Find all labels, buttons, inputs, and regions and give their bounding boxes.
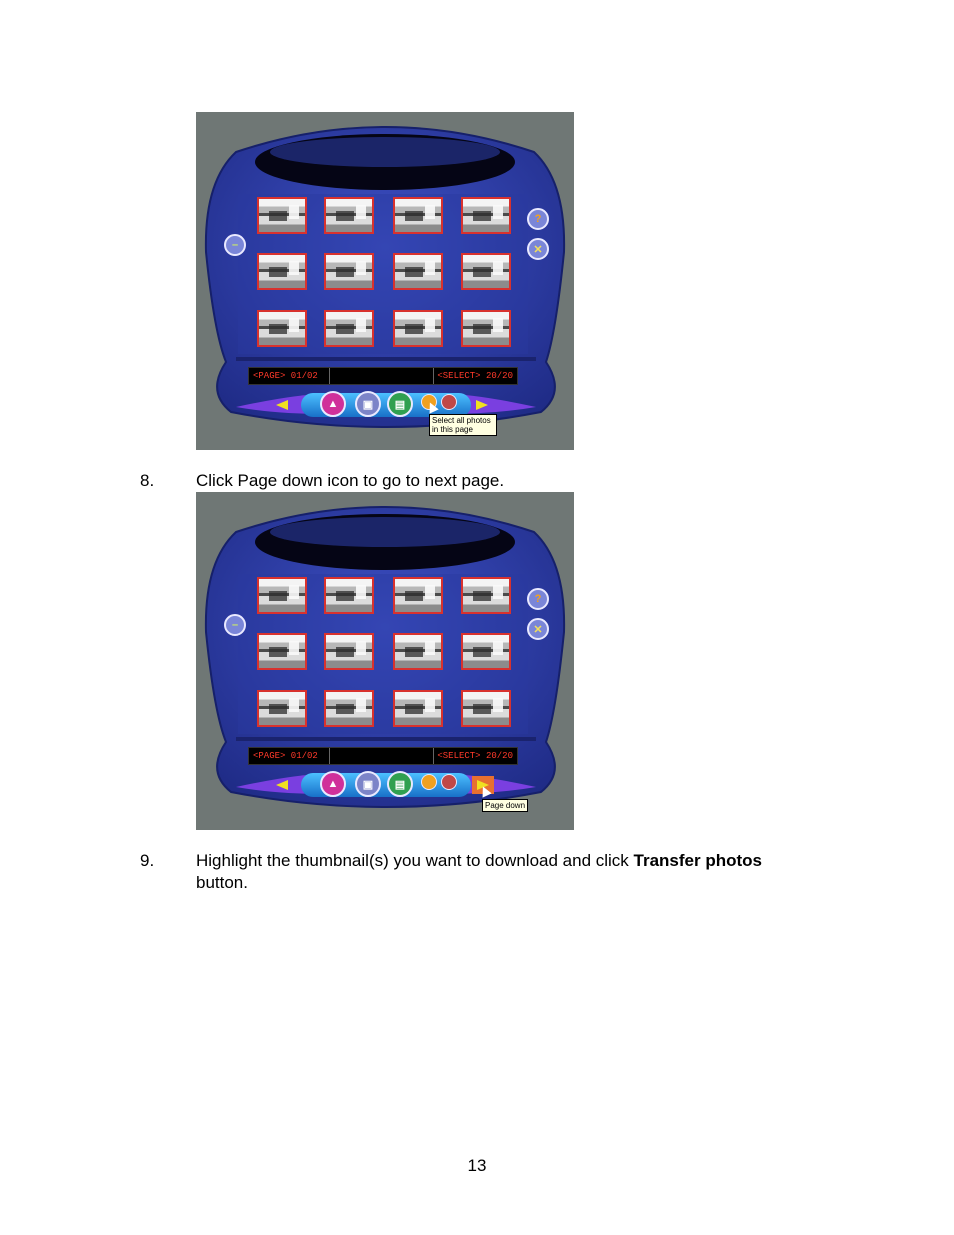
page-up-icon[interactable] bbox=[276, 780, 288, 790]
status-bar bbox=[248, 747, 518, 765]
step-9 bbox=[0, 850, 954, 894]
screenshot-select-all bbox=[196, 112, 574, 450]
thumbnail[interactable] bbox=[461, 197, 511, 234]
step-8 bbox=[0, 470, 954, 492]
thumbnail[interactable] bbox=[461, 253, 511, 290]
app-body bbox=[196, 492, 574, 830]
thumbnail[interactable] bbox=[393, 197, 443, 234]
step-number: 8. bbox=[140, 471, 155, 490]
select-all-icon[interactable] bbox=[421, 774, 437, 790]
page-indicator: <PAGE> 01/02 bbox=[253, 751, 318, 761]
transfer-icon[interactable]: ▣ bbox=[355, 391, 381, 417]
thumbnail[interactable] bbox=[461, 577, 511, 614]
thumbnail[interactable] bbox=[257, 253, 307, 290]
status-bar bbox=[248, 367, 518, 385]
transfer-icon[interactable]: ▣ bbox=[355, 771, 381, 797]
thumbnail[interactable] bbox=[461, 633, 511, 670]
help-icon[interactable]: ? bbox=[527, 588, 549, 610]
thumbnail[interactable] bbox=[393, 253, 443, 290]
page-indicator: <PAGE> 01/02 bbox=[253, 371, 318, 381]
close-icon[interactable]: ✕ bbox=[527, 618, 549, 640]
thumbnail[interactable] bbox=[257, 197, 307, 234]
thumbnail[interactable] bbox=[324, 253, 374, 290]
step-number: 9. bbox=[140, 851, 155, 870]
thumbnail[interactable] bbox=[257, 633, 307, 670]
step-text: Highlight the thumbnail(s) you want to download and click Transfer photos button. bbox=[196, 851, 762, 892]
tooltip: Select all photos in this page bbox=[429, 414, 497, 436]
close-icon[interactable]: ✕ bbox=[527, 238, 549, 260]
minimize-icon[interactable]: – bbox=[224, 234, 246, 256]
select-indicator: <SELECT> 20/20 bbox=[437, 751, 513, 761]
thumbnail[interactable] bbox=[324, 310, 374, 347]
tooltip: Page down bbox=[482, 799, 528, 812]
thumbnail[interactable] bbox=[461, 690, 511, 727]
page-down-icon[interactable] bbox=[476, 400, 488, 410]
delete-icon[interactable]: ▲ bbox=[320, 391, 346, 417]
thumbnail[interactable] bbox=[257, 577, 307, 614]
thumbnail[interactable] bbox=[393, 577, 443, 614]
save-icon[interactable]: ▤ bbox=[387, 391, 413, 417]
screenshot-page-down bbox=[196, 492, 574, 830]
step-text: Click Page down icon to go to next page. bbox=[196, 471, 505, 490]
page-up-icon[interactable] bbox=[276, 400, 288, 410]
thumbnail[interactable] bbox=[324, 197, 374, 234]
app-body bbox=[196, 112, 574, 450]
help-icon[interactable]: ? bbox=[527, 208, 549, 230]
thumbnail[interactable] bbox=[257, 690, 307, 727]
thumbnail[interactable] bbox=[324, 690, 374, 727]
thumbnail[interactable] bbox=[393, 690, 443, 727]
stop-icon[interactable] bbox=[441, 394, 457, 410]
stop-icon[interactable] bbox=[441, 774, 457, 790]
thumbnail[interactable] bbox=[324, 633, 374, 670]
thumbnail[interactable] bbox=[324, 577, 374, 614]
thumbnail[interactable] bbox=[393, 633, 443, 670]
page-number: 13 bbox=[467, 1156, 487, 1175]
transfer-photos-label: Transfer photos bbox=[633, 851, 762, 870]
thumbnail[interactable] bbox=[461, 310, 511, 347]
save-icon[interactable]: ▤ bbox=[387, 771, 413, 797]
thumbnail[interactable] bbox=[393, 310, 443, 347]
minimize-icon[interactable]: – bbox=[224, 614, 246, 636]
thumbnail[interactable] bbox=[257, 310, 307, 347]
select-indicator: <SELECT> 20/20 bbox=[437, 371, 513, 381]
delete-icon[interactable]: ▲ bbox=[320, 771, 346, 797]
